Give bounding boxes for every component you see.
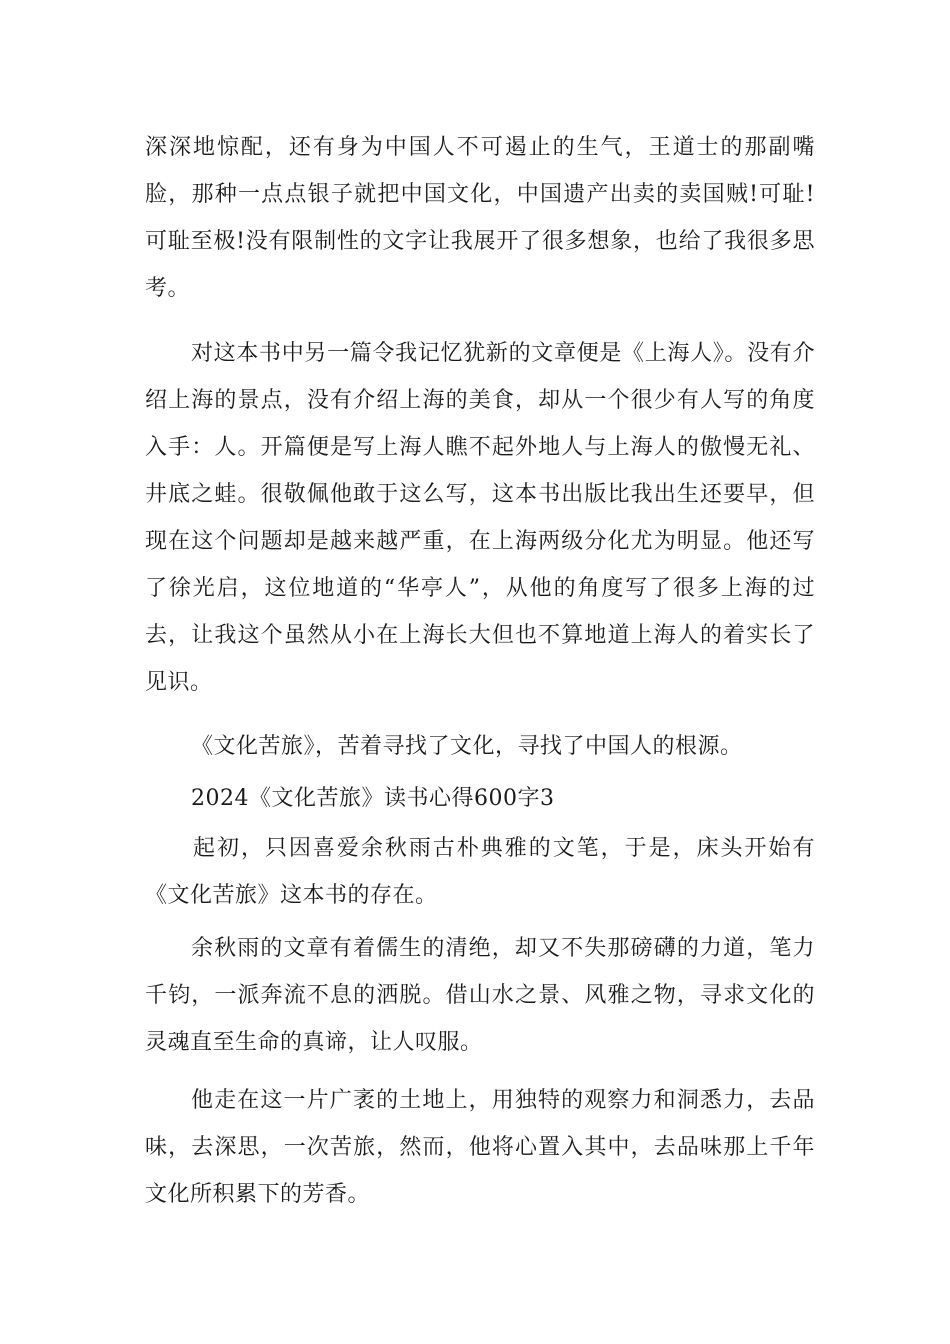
paragraph-6: 他走在这一片广袤的土地上，用独特的观察力和洞悉力，去品味，去深思，一次苦旅，然而，他将心置入其中，去品味那上千年文化所积累下的芳香。 — [145, 1088, 815, 1207]
paragraph-2: 对这本书中另一篇令我记忆犹新的文章便是《上海人》。没有介绍上海的景点，没有介绍上海的美食，却从一个很少有人写的角度入手：人。开篇便是写上海人瞧不起外地人与上海人的傲慢无礼、井底之蛙。很敬佩他敢于这么写，这本书出版比我出生还要早，但现在这个问题却是越来越严重，在上海两级分化尤为明显。他还写了徐光启，这位地道的“华亭人”，从他的角度写了很多上海的过去，让我这个虽然从小在上海长大但也不算地道上海人的着实长了见识。 — [145, 341, 815, 695]
paragraph-5: 余秋雨的文章有着儒生的清绝，却又不失那磅礴的力道，笔力千钧，一派奔流不息的洒脱。借山水之景、风雅之物，寻求文化的灵魂直至生命的真谛，让人叹服。 — [145, 936, 815, 1055]
section-heading: 2024《文化苦旅》读书心得600字3 — [191, 786, 555, 811]
paragraph-4: 起初，只因喜爱余秋雨古朴典雅的文笔，于是，床头开始有《文化苦旅》这本书的存在。 — [145, 836, 815, 908]
paragraph-3: 《文化苦旅》，苦着寻找了文化，寻找了中国人的根源。 — [191, 734, 743, 759]
paragraph-1: 深深地惊配，还有身为中国人不可遏止的生气，王道士的那副嘴脸，那种一点点银子就把中国文化，中国遗产出卖的卖国贼!可耻!可耻至极!没有限制性的文字让我展开了很多想象，也给了我很多思考。 — [145, 135, 815, 301]
